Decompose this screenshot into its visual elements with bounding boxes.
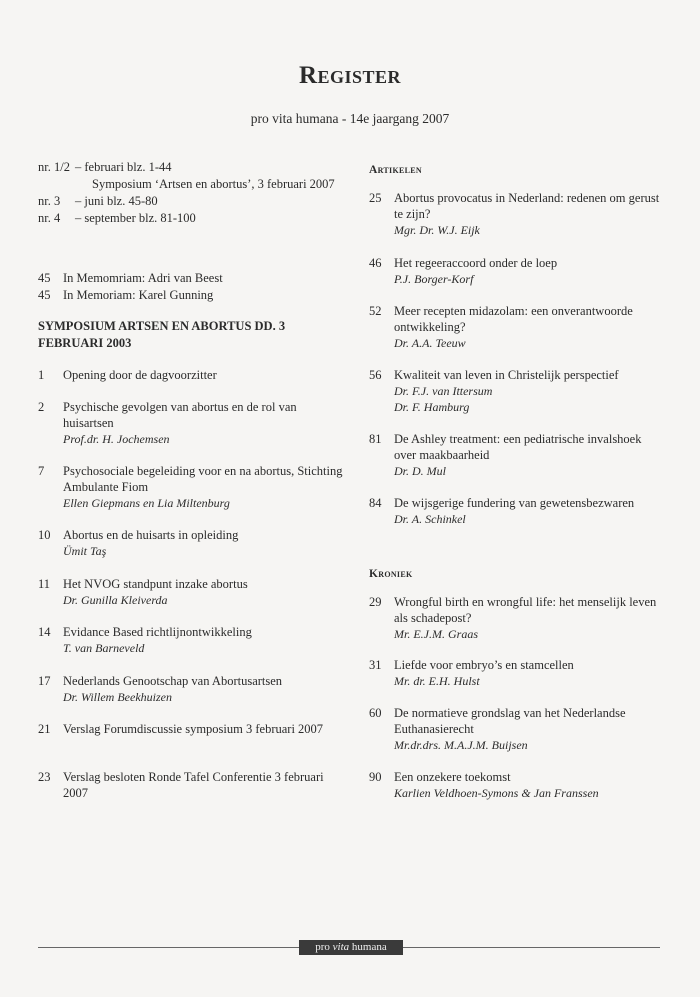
kroniek-heading: Kroniek: [369, 568, 413, 580]
entry-author: P.J. Borger-Korf: [394, 272, 474, 286]
toc-entry: [369, 431, 664, 479]
entry-author: Dr. Gunilla Kleiverda: [63, 593, 168, 607]
entry-title: Abortus en de huisarts in opleiding: [63, 528, 239, 542]
entry-author: Dr. F. Hamburg: [394, 400, 470, 414]
footer-word-pro: pro: [315, 941, 330, 953]
issue-desc: – september blz. 81-100: [75, 211, 196, 225]
toc-entry: [369, 657, 664, 689]
page-subtitle: pro vita humana - 14e jaargang 2007: [250, 111, 450, 126]
issue-number: nr. 1/2: [38, 160, 70, 174]
issue-desc: – juni blz. 45-80: [75, 194, 158, 208]
toc-entry: [38, 463, 348, 511]
toc-entry: [38, 769, 348, 801]
entry-author: Dr. A. Schinkel: [394, 512, 466, 526]
symposium-heading: SYMPOSIUM ARTSEN EN ABORTUS DD. 3 FEBRUARI 2003: [38, 319, 286, 350]
entry-author: Dr. F.J. van Ittersum: [394, 384, 493, 398]
memorial-item: [38, 270, 223, 287]
page-number: 52: [369, 304, 382, 318]
entry-author: Dr. Willem Beekhuizen: [63, 690, 172, 704]
entry-author: Mr. E.J.M. Graas: [394, 627, 478, 641]
entry-title: Verslag besloten Ronde Tafel Conferentie 3 februari 2007: [63, 770, 324, 800]
page-number: 2: [38, 400, 45, 414]
issue-number: nr. 3: [38, 194, 61, 208]
page-number: 10: [38, 528, 51, 542]
entry-title: Verslag Forumdiscussie symposium 3 februari 2007: [63, 722, 324, 736]
entry-title: Liefde voor embryo’s en stamcellen: [394, 658, 574, 672]
page-number: 7: [38, 464, 45, 478]
toc-entry: [38, 576, 348, 608]
entry-title: Kwaliteit van leven in Christelijk perspectief: [394, 368, 619, 382]
toc-entry: [38, 399, 348, 447]
toc-entry: [38, 624, 348, 656]
page-title: Register: [298, 62, 402, 89]
toc-entry: [369, 769, 664, 801]
issue-number: nr. 4: [38, 211, 61, 225]
entry-author: Dr. D. Mul: [394, 464, 447, 478]
entry-title: Meer recepten midazolam: een onverantwoorde ontwikkeling?: [394, 304, 633, 334]
entry-title: Psychosociale begeleiding voor en na abortus, Stichting Ambulante Fiom: [63, 464, 343, 494]
page-number: 23: [38, 770, 51, 784]
footer-word-humana: humana: [351, 941, 387, 953]
toc-entry: [38, 527, 348, 559]
issue-desc: – februari blz. 1-44: [75, 160, 172, 174]
entry-author: Dr. A.A. Teeuw: [394, 336, 466, 350]
toc-entry: [369, 190, 664, 238]
entry-title: De wijsgerige fundering van gewetensbezwaren: [394, 496, 635, 510]
memorial-title: In Memoriam: Karel Gunning: [63, 288, 214, 302]
issue-row: [38, 210, 335, 227]
footer-journal-badge: [299, 940, 403, 955]
page-number: 1: [38, 368, 45, 382]
page-number: 56: [369, 368, 382, 382]
artikelen-heading: Artikelen: [369, 164, 422, 176]
page-number: 25: [369, 191, 382, 205]
toc-entry: [369, 255, 664, 287]
toc-entry: [38, 367, 348, 383]
page-number: 84: [369, 496, 382, 510]
entry-author: Mgr. Dr. W.J. Eijk: [394, 223, 480, 237]
memorial-list: [38, 270, 223, 304]
entry-title: Een onzekere toekomst: [394, 770, 511, 784]
entry-author: Mr. dr. E.H. Hulst: [394, 674, 480, 688]
page-number: 17: [38, 674, 51, 688]
page-number: 21: [38, 722, 51, 736]
entry-title: Het regeeraccoord onder de loep: [394, 256, 558, 270]
entry-title: De normatieve grondslag van het Nederlandse Euthanasierecht: [394, 706, 626, 736]
page-number: 45: [38, 271, 51, 285]
toc-entry: [38, 673, 348, 705]
toc-entry: [369, 705, 664, 753]
issue-row: [38, 176, 335, 193]
issue-list: [38, 159, 335, 227]
entry-author: Ellen Giepmans en Lia Miltenburg: [63, 496, 230, 510]
page-number: 45: [38, 288, 51, 302]
issue-row: [38, 193, 335, 210]
memorial-item: [38, 287, 223, 304]
entry-author: Karlien Veldhoen-Symons & Jan Franssen: [394, 786, 599, 800]
entry-title: Wrongful birth en wrongful life: het menselijk leven als schadepost?: [394, 595, 657, 625]
footer-word-vita: vita: [332, 941, 350, 953]
entry-title: Opening door de dagvoorzitter: [63, 368, 217, 382]
page-number: 29: [369, 595, 382, 609]
entry-author: Mr.dr.drs. M.A.J.M. Buijsen: [394, 738, 528, 752]
toc-entry: [38, 721, 348, 737]
memorial-title: In Memomriam: Adri van Beest: [63, 271, 223, 285]
entry-title: Nederlands Genootschap van Abortusartsen: [63, 674, 283, 688]
page-number: 14: [38, 625, 51, 639]
toc-entry: [369, 594, 664, 642]
toc-entry: [369, 495, 664, 527]
issue-desc: Symposium ‘Artsen en abortus’, 3 februari 2007: [92, 177, 335, 191]
entry-author: Ümit Taş: [63, 544, 107, 558]
entry-title: Abortus provocatus in Nederland: redenen om gerust te zijn?: [394, 191, 660, 221]
toc-entry: [369, 303, 664, 351]
page-number: 46: [369, 256, 382, 270]
page-number: 81: [369, 432, 382, 446]
entry-author: Prof.dr. H. Jochemsen: [63, 432, 170, 446]
page-number: 31: [369, 658, 382, 672]
entry-title: Het NVOG standpunt inzake abortus: [63, 577, 248, 591]
issue-row: [38, 159, 335, 176]
entry-author: T. van Barneveld: [63, 641, 145, 655]
page-number: 60: [369, 706, 382, 720]
page-number: 90: [369, 770, 382, 784]
toc-entry: [369, 367, 664, 415]
entry-title: De Ashley treatment: een pediatrische invalshoek over maakbaarheid: [394, 432, 642, 462]
entry-title: Evidance Based richtlijnontwikkeling: [63, 625, 252, 639]
page-number: 11: [38, 577, 51, 591]
entry-title: Psychische gevolgen van abortus en de rol van huisartsen: [63, 400, 297, 430]
